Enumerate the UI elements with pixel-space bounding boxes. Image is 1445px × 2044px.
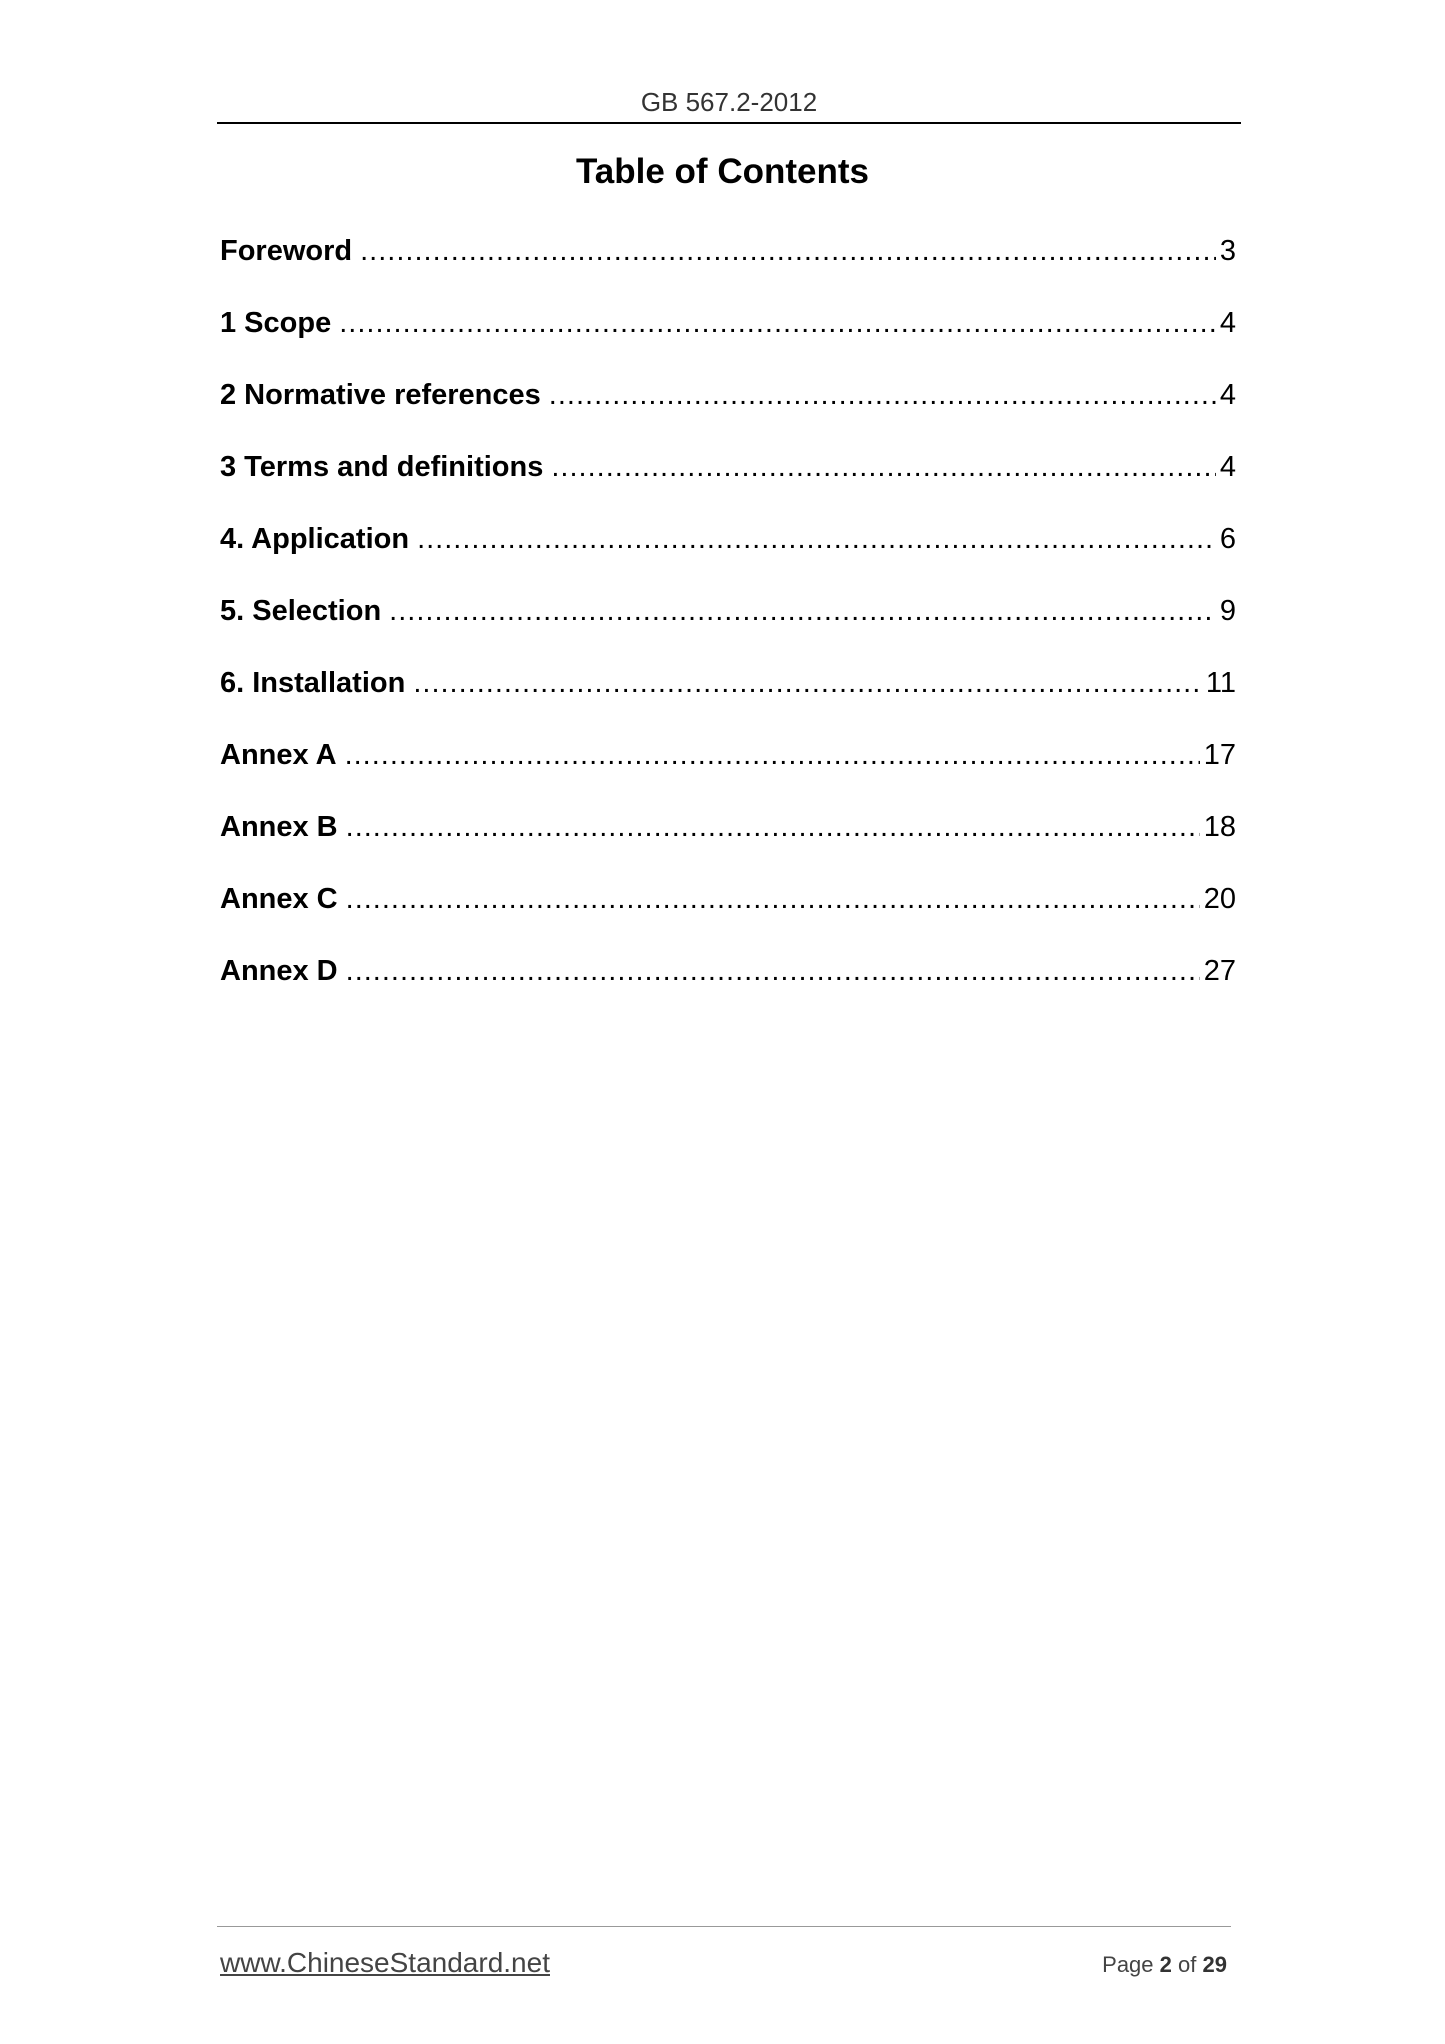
document-code: GB 567.2-2012 [640, 87, 818, 117]
toc-leader-dots [389, 595, 1216, 628]
toc-entry-page: 27 [1203, 955, 1236, 987]
website-link[interactable]: www.ChineseStandard.net [220, 1947, 550, 1978]
toc-leader-dots [549, 379, 1216, 412]
page-total: 29 [1202, 1952, 1227, 1977]
toc-entry-page: 9 [1219, 595, 1236, 627]
toc-entry-label: Foreword [220, 235, 353, 267]
toc-entry-label: 4. Application [220, 523, 410, 555]
toc-entry-normative-references[interactable] [220, 379, 1236, 451]
toc-entry-application[interactable] [220, 523, 1236, 595]
toc-leader-dots [551, 451, 1216, 484]
toc-entry-page: 18 [1203, 811, 1236, 843]
page-of: of [1178, 1952, 1197, 1977]
toc-leader-dots [346, 883, 1200, 916]
toc-entry-label: Annex B [220, 811, 338, 843]
toc-leader-dots [346, 811, 1200, 844]
page-title: Table of Contents [576, 152, 869, 191]
toc-leader-dots [339, 307, 1216, 340]
toc-entry-label: Annex D [220, 955, 338, 987]
toc-entry-label: 2 Normative references [220, 379, 541, 411]
toc-entry-page: 4 [1219, 451, 1236, 483]
toc-entry-installation[interactable] [220, 667, 1236, 739]
toc-entry-page: 4 [1219, 307, 1236, 339]
page-current: 2 [1159, 1952, 1172, 1977]
toc-entry-annex-c[interactable] [220, 883, 1236, 955]
toc-entry-page: 11 [1205, 667, 1236, 699]
toc-entry-label: 3 Terms and definitions [220, 451, 544, 483]
page-number [1102, 1952, 1227, 1978]
footer-divider [217, 1926, 1231, 1927]
toc-leader-dots [417, 523, 1216, 556]
toc-leader-dots [413, 667, 1202, 700]
toc-leader-dots [345, 739, 1200, 772]
toc-entry-scope[interactable] [220, 307, 1236, 379]
toc-entry-label: 5. Selection [220, 595, 382, 627]
toc-entry-page: 17 [1203, 739, 1236, 771]
toc-entry-selection[interactable] [220, 595, 1236, 667]
toc-entry-terms-and-definitions[interactable] [220, 451, 1236, 523]
toc-entry-annex-a[interactable] [220, 739, 1236, 811]
toc-entry-label: 6. Installation [220, 667, 406, 699]
toc-entry-label: Annex C [220, 883, 338, 915]
toc-entry-annex-b[interactable] [220, 811, 1236, 883]
toc-entry-page: 6 [1219, 523, 1236, 555]
toc-entry-annex-d[interactable] [220, 955, 1236, 1027]
toc-entry-foreword[interactable] [220, 235, 1236, 307]
toc-entry-page: 4 [1219, 379, 1236, 411]
page-prefix: Page [1102, 1952, 1154, 1977]
table-of-contents [220, 235, 1236, 1027]
toc-entry-page: 3 [1219, 235, 1236, 267]
toc-entry-label: Annex A [220, 739, 337, 771]
page-header [217, 82, 1241, 124]
toc-leader-dots [346, 955, 1200, 988]
toc-entry-label: 1 Scope [220, 307, 332, 339]
toc-leader-dots [360, 235, 1216, 268]
toc-entry-page: 20 [1203, 883, 1236, 915]
